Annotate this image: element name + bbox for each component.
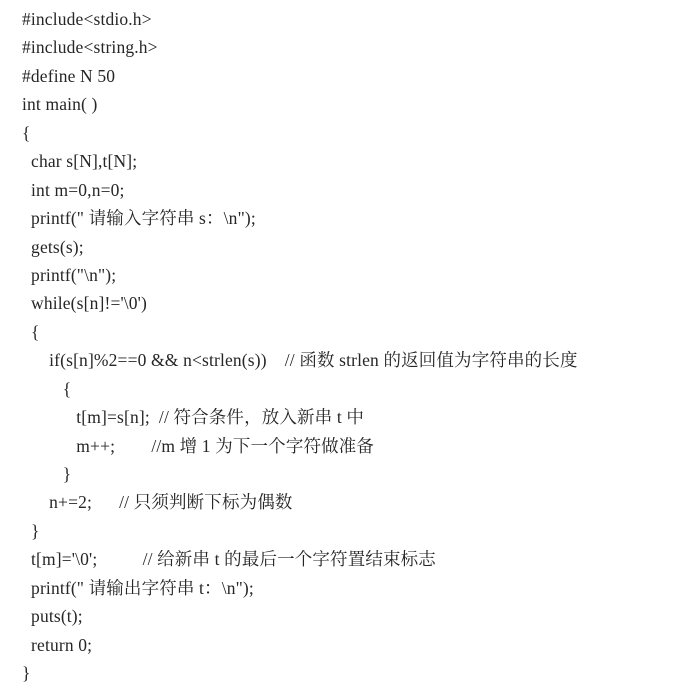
code-line: } — [22, 464, 72, 484]
code-line: t[m]=s[n]; // 符合条件，放入新串 t 中 — [22, 407, 365, 428]
code-line: #include<string.h> — [22, 37, 158, 58]
code-line: if(s[n]%2==0 && n<strlen(s)) // 函数 strlen 的返回值为字符串的长度 — [22, 350, 578, 371]
code-line: int m=0,n=0; — [22, 179, 125, 200]
code-line: char s[N],t[N]; — [22, 151, 138, 172]
code-line: t[m]='\0'; // 给新串 t 的最后一个字符置结束标志 — [22, 549, 436, 570]
code-line: printf("\n"); — [22, 264, 117, 285]
code-line: n+=2; // 只须判断下标为偶数 — [22, 492, 293, 513]
code-line: gets(s); — [22, 236, 84, 257]
code-line: #include<stdio.h> — [22, 9, 152, 29]
code-line: int main( ) — [22, 94, 98, 115]
code-line: while(s[n]!='\0') — [22, 293, 147, 314]
code-line: printf(" 请输入字符串 s：\n"); — [22, 208, 256, 229]
code-line: } — [22, 663, 31, 684]
code-line: m++; //m 增 1 为下一个字符做准备 — [22, 435, 375, 456]
code-line: { — [22, 122, 31, 143]
code-line: { — [22, 378, 72, 399]
code-line: return 0; — [22, 634, 93, 655]
code-line: { — [22, 321, 40, 342]
code-line: printf(" 请输出字符串 t：\n"); — [22, 577, 254, 598]
code-line: #define N 50 — [22, 65, 116, 86]
code-line: puts(t); — [22, 606, 83, 627]
code-line: } — [22, 520, 40, 541]
